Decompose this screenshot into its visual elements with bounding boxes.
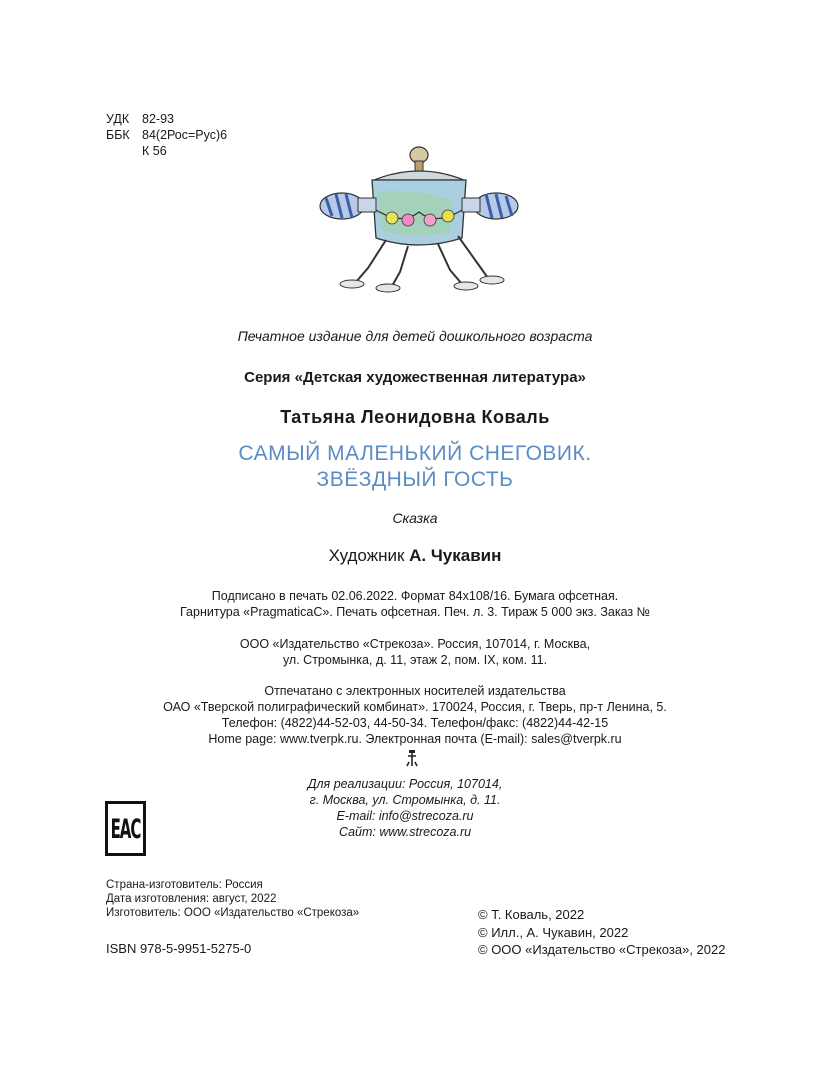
manufacturer-info: [106, 878, 359, 920]
distribution-line: Для реализации: Россия, 107014,: [307, 777, 503, 791]
distribution-line: г. Москва, ул. Стромынка, д. 11.: [309, 793, 501, 807]
author-mark-row: [106, 143, 227, 159]
udk-row: [106, 111, 227, 127]
artist-credit: [0, 546, 830, 566]
book-title: [0, 441, 830, 493]
manufacturer-line: Страна-изготовитель: Россия: [106, 879, 263, 891]
distribution-line: E-mail: info@strecoza.ru: [336, 809, 474, 823]
printer-line: Home page: www.tverpk.ru. Электронная почта (E-mail): sales@tverpk.ru: [208, 732, 622, 746]
copyright-line: © Т. Коваль, 2022: [478, 907, 585, 922]
copyright-block: [478, 906, 725, 959]
eac-mark-text: ЕАС: [110, 812, 141, 845]
edition-note: Печатное издание для детей дошкольного возраста: [237, 328, 593, 344]
artist-label: Художник: [328, 546, 405, 565]
printer-line: Отпечатано с электронных носителей издательства: [264, 684, 566, 698]
flying-pot-spaceship-illustration: [312, 140, 532, 300]
book-title-line-1: САМЫЙ МАЛЕНЬКИЙ СНЕГОВИК.: [238, 442, 592, 465]
publisher-address: [0, 636, 830, 668]
genre-label: Сказка: [392, 510, 438, 526]
publisher-line: ООО «Издательство «Стрекоза». Россия, 107014, г. Москва,: [239, 637, 591, 651]
printer-line: ОАО «Тверской полиграфический комбинат». 170024, Россия, г. Тверь, пр-т Ленина, 5.: [163, 700, 667, 714]
printer-line: Телефон: (4822)44-52-03, 44-50-34. Телефон/факс: (4822)44-42-15: [221, 716, 609, 730]
manufacturer-line: Изготовитель: ООО «Издательство «Стрекоза»: [106, 907, 360, 919]
printer-info: [0, 683, 830, 747]
author-mark-value: К 56: [142, 144, 167, 158]
bbk-row: [106, 127, 227, 143]
book-title-line-2: ЗВЁЗДНЫЙ ГОСТЬ: [316, 468, 514, 491]
author-mark-key: [106, 143, 142, 159]
eac-mark: [105, 801, 146, 856]
isbn: ISBN 978-5-9951-5275-0: [106, 941, 252, 956]
artist-name: А. Чукавин: [409, 546, 502, 565]
manufacturer-line: Дата изготовления: август, 2022: [106, 893, 277, 905]
copyright-line: © ООО «Издательство «Стрекоза», 2022: [478, 942, 726, 957]
bbk-value: 84(2Рос=Рус)6: [142, 128, 228, 142]
print-info-line: Подписано в печать 02.06.2022. Формат 84x108/16. Бумага офсетная.: [211, 589, 619, 603]
author-name: Татьяна Леонидовна Коваль: [280, 407, 550, 427]
classification-block: [106, 111, 227, 159]
publisher-line: ул. Стромынка, д. 11, этаж 2, пом. IX, ком. 11.: [282, 653, 548, 667]
distribution-line: Сайт: www.strecoza.ru: [338, 825, 472, 839]
print-info: [0, 588, 830, 620]
copyright-line: © Илл., А. Чукавин, 2022: [478, 924, 629, 940]
bbk-key: ББК: [106, 128, 130, 142]
udk-value: 82-93: [142, 112, 174, 126]
print-info-line: Гарнитура «PragmaticaC». Печать офсетная. Печ. л. 3. Тираж 5 000 экз. Заказ №: [179, 605, 651, 619]
udk-key: УДК: [106, 112, 130, 126]
printer-logo-icon: [405, 749, 419, 767]
series-title: Серия «Детская художественная литература»: [244, 369, 586, 386]
